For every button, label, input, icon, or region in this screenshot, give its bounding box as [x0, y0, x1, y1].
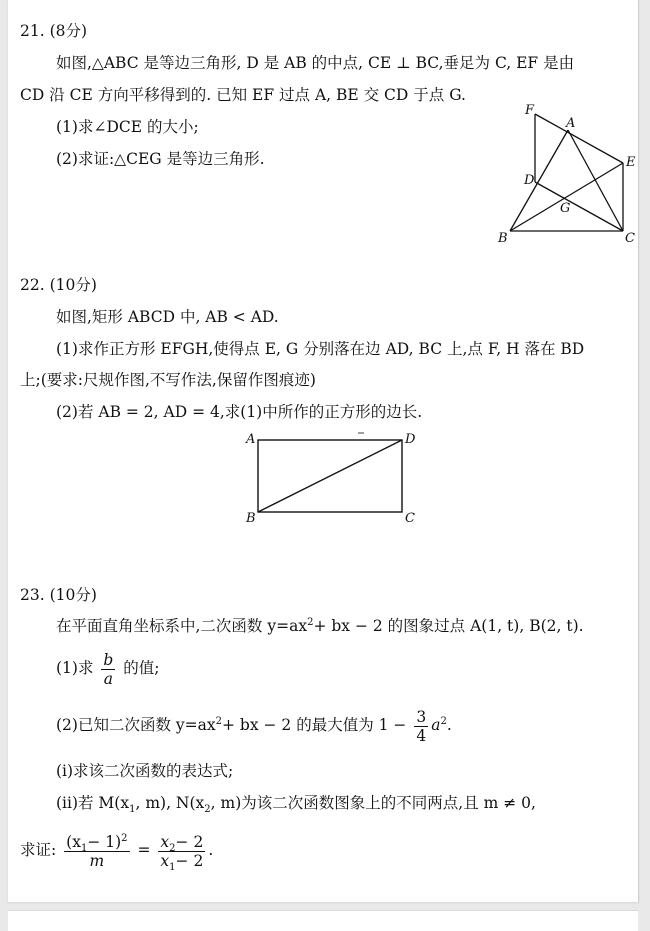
q22-label-C: C	[405, 511, 415, 526]
q22-label-B: B	[246, 511, 256, 526]
q22-part1-line2: 上;(要求:尺规作图,不写作法,保留作图痕迹)	[20, 371, 316, 389]
q22-diag-BD	[258, 440, 402, 512]
q23-stem: 在平面直角坐标系中,二次函数 $y=ax^2+$ bx − 2 的图象过点 A(1, t), B(2, t).	[56, 616, 584, 635]
q21-label-F: F	[525, 103, 535, 118]
q23-lhs-fraction: $\frac{(x_1- 1)^2}{m}$	[66, 832, 128, 870]
q21-label-G: G	[560, 201, 571, 216]
q23-fraction-3-over-4: $\frac{3}{4}$	[416, 707, 427, 745]
q22-stem: 如图,矩形 ABCD 中, AB < AD.	[56, 308, 279, 326]
q21-label-B: B	[498, 231, 508, 245]
q21-figure	[488, 100, 638, 245]
q23-header: 23. (10分)	[20, 586, 97, 604]
q21-label-D: D	[524, 173, 535, 188]
q22-header: 22. (10分)	[20, 276, 97, 294]
q21-stem-line1: 如图,△ABC 是等边三角形, D 是 AB 的中点, CE ⊥ BC,垂足为 C, EF 是由	[56, 54, 575, 72]
q21-label-C: C	[625, 231, 635, 245]
q23-part1: (1)求 $\frac{b}{a}$ 的值;	[56, 650, 160, 688]
q21-seg-FE	[535, 114, 623, 163]
q22-figure	[236, 428, 436, 528]
document-page	[8, 0, 639, 902]
q21-stem-line2: CD 沿 CE 方向平移得到的. 已知 EF 过点 A, BE 交 CD 于点 G.	[20, 86, 466, 104]
q23-rhs-fraction: $\frac{x_2- 2}{x_1- 2}$	[160, 832, 204, 873]
q22-label-D: D	[405, 432, 416, 447]
q23-sub-i: (i)求该二次函数的表达式;	[56, 762, 234, 780]
q21-header: 21. (8分)	[20, 22, 88, 40]
q21-part1: (1)求∠DCE 的大小;	[56, 118, 199, 136]
q21-label-A: A	[566, 116, 576, 131]
next-page-edge	[8, 910, 638, 931]
q22-part2: (2)若 AB = 2, AD = 4,求(1)中所作的正方形的边长.	[56, 403, 423, 421]
q21-label-E: E	[626, 155, 636, 170]
q22-label-A: A	[246, 432, 256, 447]
q23-sub-ii: (ii)若 $M(x_1$, m), $N(x_2$, m)为该二次函数图象上的不同两点,且 m ≠ 0,	[56, 794, 536, 816]
q23-fraction-b-over-a: $\frac{b}{a}$	[103, 650, 114, 688]
q22-part1-line1: (1)求作正方形 EFGH,使得点 E, G 分别落在边 AD, BC 上,点 F, H 落在 BD	[56, 340, 585, 358]
q23-prove-line: 求证: $\frac{(x_1- 1)^2}{m}$ = $\frac{x_2- 2}{x_1- 2}$ .	[20, 832, 214, 873]
q21-part2: (2)求证:△CEG 是等边三角形.	[56, 150, 265, 168]
q23-part2: (2)已知二次函数 $y=ax^2+$ bx − 2 的最大值为 1 − $\frac{3}{4}$ $a^2$.	[56, 707, 452, 745]
